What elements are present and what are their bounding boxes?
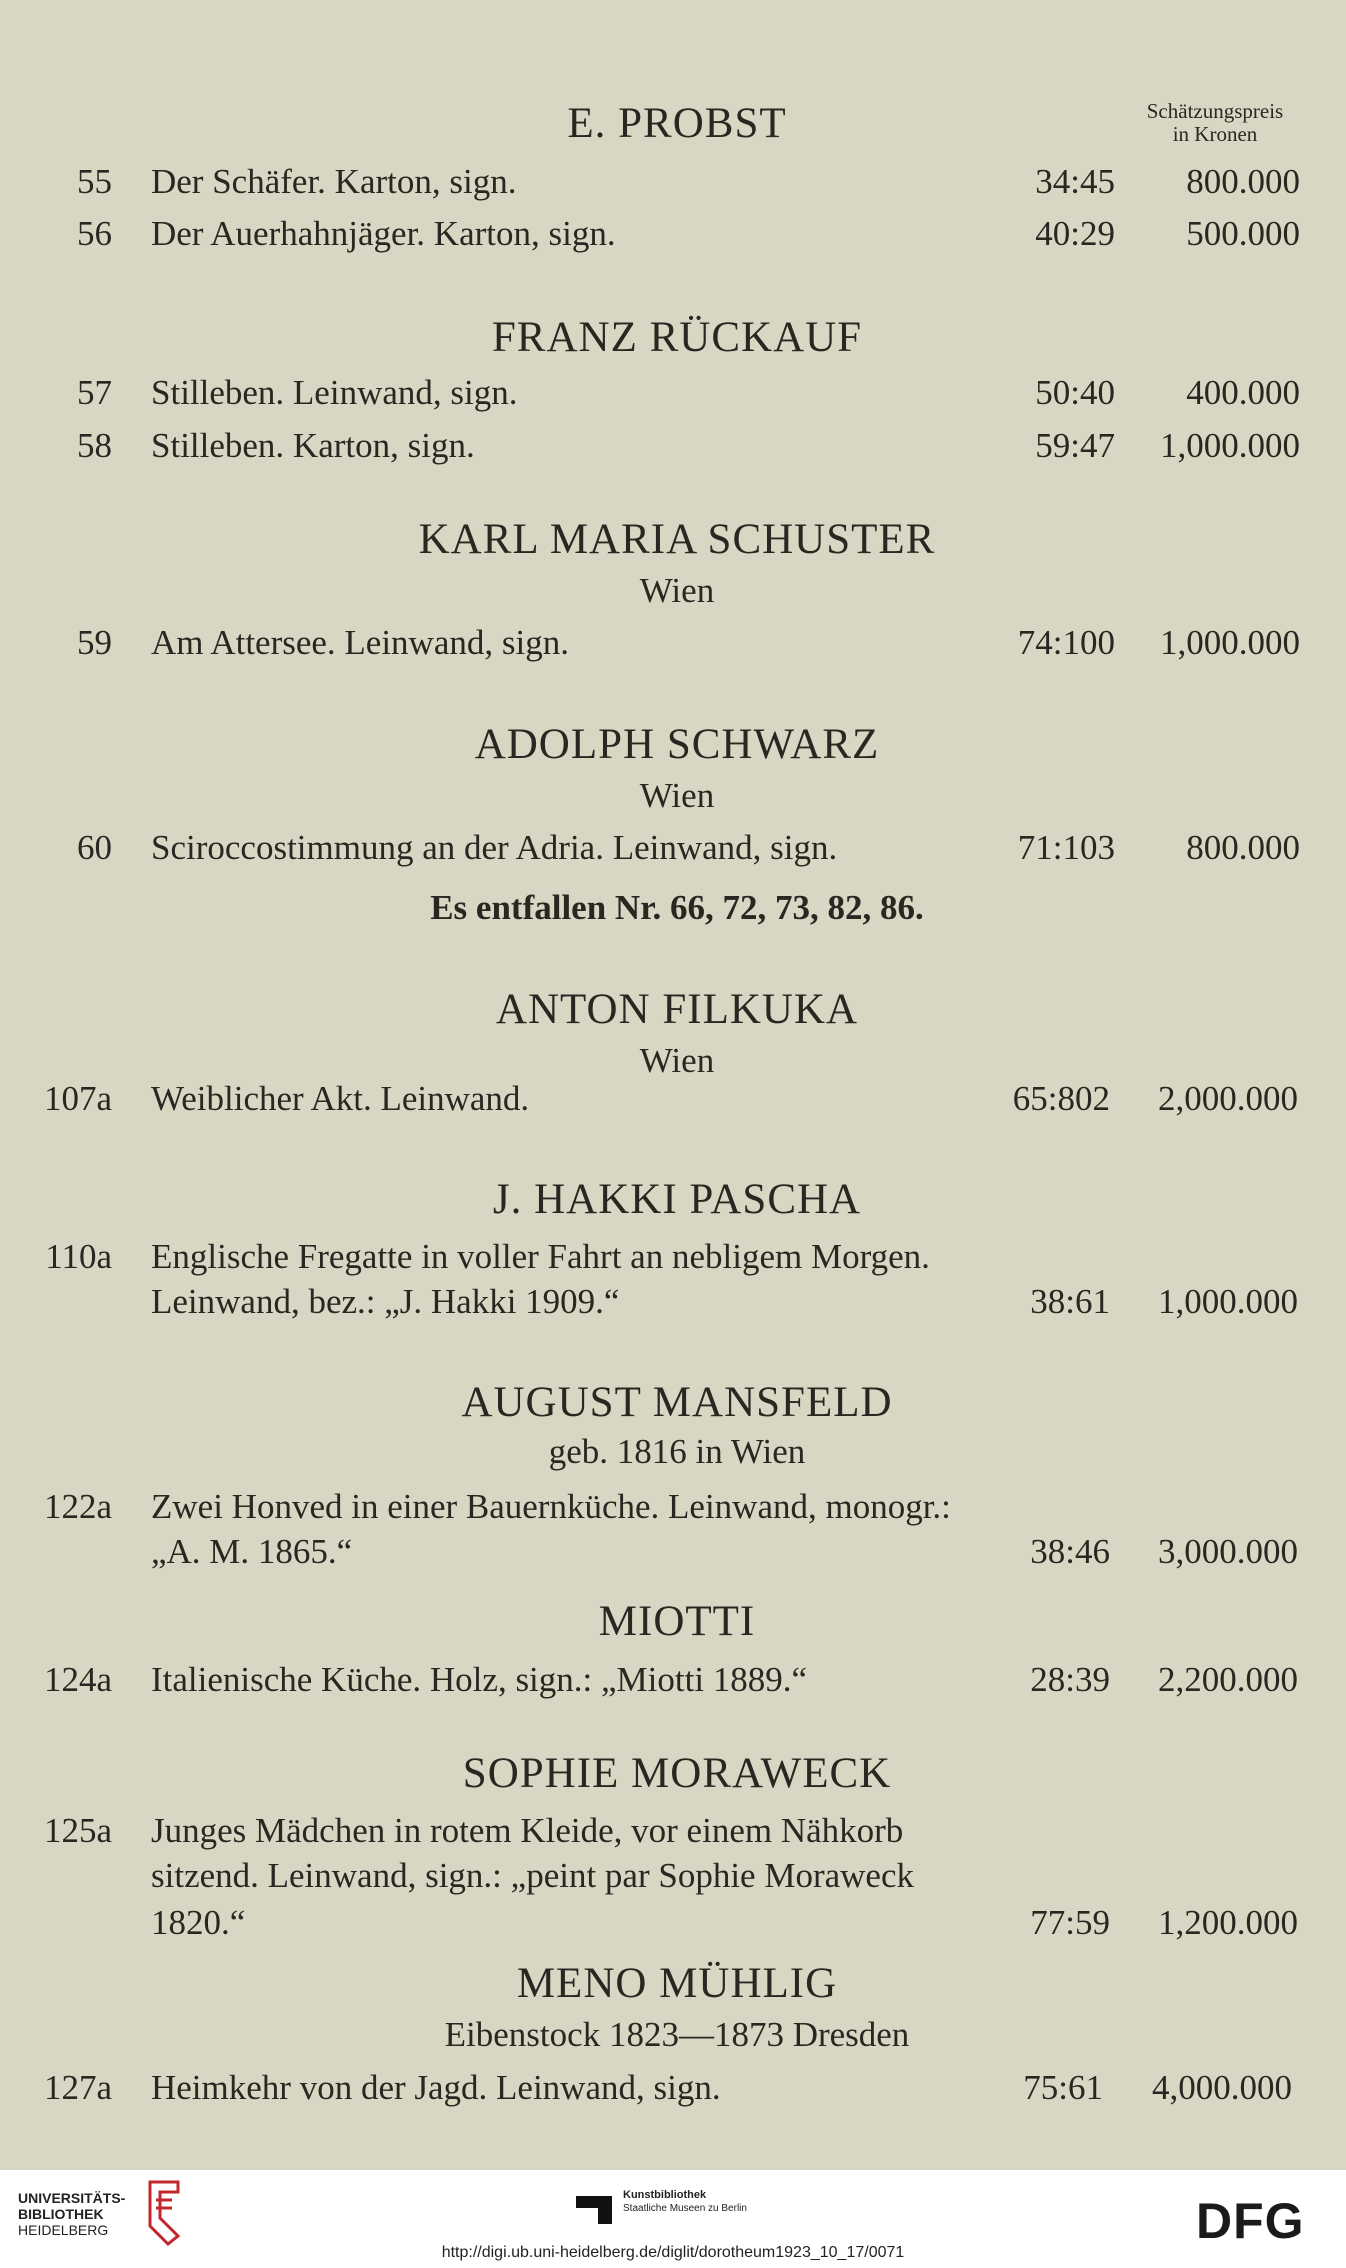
lot-description-line: „A. M. 1865.“ <box>151 1532 353 1571</box>
lot-description-line: Englische Fregatte in voller Fahrt an nebligem Morgen. <box>151 1237 930 1276</box>
lot-dimensions: 38:61 <box>1030 1282 1110 1321</box>
lot-description: Sciroccostimmung an der Adria. Leinwand, sign. <box>151 828 838 867</box>
artist-heading: MENO MÜHLIG <box>516 1960 838 2007</box>
lot-description: Der Auerhahnjäger. Karton, sign. <box>151 214 616 253</box>
lot-number: 59 <box>77 623 112 662</box>
library-name-line: HEIDELBERG <box>18 2222 109 2239</box>
lot-description-line: 1820.“ <box>151 1903 246 1942</box>
lot-description: Stilleben. Leinwand, sign. <box>151 373 518 412</box>
library-name-line: UNIVERSITÄTS- <box>18 2190 126 2206</box>
lot-price: 1,200.000 <box>1158 1903 1298 1942</box>
lot-price: 800.000 <box>1186 828 1300 867</box>
lot-price: 3,000.000 <box>1158 1532 1298 1571</box>
lot-price: 800.000 <box>1186 162 1300 201</box>
artist-heading: AUGUST MANSFELD <box>461 1379 893 1426</box>
library-emblem-icon <box>138 2178 188 2248</box>
lot-price: 1,000.000 <box>1160 623 1300 662</box>
artist-heading: J. HAKKI PASCHA <box>492 1176 862 1223</box>
lot-description: Stilleben. Karton, sign. <box>151 426 475 465</box>
lot-number: 56 <box>77 214 112 253</box>
lot-price: 2,000.000 <box>1158 1079 1298 1118</box>
lot-description: Am Attersee. Leinwand, sign. <box>151 623 569 662</box>
lot-price: 400.000 <box>1186 373 1300 412</box>
artist-heading: MIOTTI <box>598 1598 756 1645</box>
lot-price: 4,000.000 <box>1152 2068 1292 2107</box>
lot-description-line: sitzend. Leinwand, sign.: „peint par Sophie Moraweck <box>151 1856 914 1895</box>
lot-number: 55 <box>77 162 112 201</box>
lot-description-line: Leinwand, bez.: „J. Hakki 1909.“ <box>151 1282 620 1321</box>
lot-dimensions: 75:61 <box>1023 2068 1103 2107</box>
viewer-footer <box>0 2170 1346 2268</box>
artist-heading: KARL MARIA SCHUSTER <box>418 516 936 563</box>
lot-price: 1,000.000 <box>1158 1282 1298 1321</box>
university-library-logo[interactable] <box>18 2190 125 2238</box>
page-url[interactable]: http://digi.ub.uni-heidelberg.de/diglit/dorotheum1923_10_17/0071 <box>441 2244 905 2261</box>
artist-heading: ADOLPH SCHWARZ <box>474 721 880 768</box>
lot-description: Italienische Küche. Holz, sign.: „Miotti 1889.“ <box>151 1660 808 1699</box>
lot-price: 1,000.000 <box>1160 426 1300 465</box>
artist-heading: FRANZ RÜCKAUF <box>491 314 863 361</box>
lot-dimensions: 65:802 <box>1012 1079 1110 1118</box>
lot-dimensions: 38:46 <box>1030 1532 1110 1571</box>
lot-description-line: Zwei Honved in einer Bauernküche. Leinwand, monogr.: <box>151 1487 951 1526</box>
estimate-column-header <box>1120 100 1310 146</box>
lot-description: Heimkehr von der Jagd. Leinwand, sign. <box>151 2068 721 2107</box>
estimate-header-line: in Kronen <box>1172 122 1258 147</box>
artist-place: geb. 1816 in Wien <box>548 1432 806 1471</box>
lot-number: 58 <box>77 426 112 465</box>
lot-dimensions: 59:47 <box>1035 426 1115 465</box>
artist-heading: SOPHIE MORAWECK <box>462 1750 892 1797</box>
lot-number: 60 <box>77 828 112 867</box>
lot-dimensions: 71:103 <box>1017 828 1115 867</box>
artist-place: Eibenstock 1823—1873 Dresden <box>444 2015 910 2054</box>
lot-number: 127a <box>43 2068 112 2107</box>
lot-dimensions: 40:29 <box>1035 214 1115 253</box>
lot-description-line: Junges Mädchen in rotem Kleide, vor einem Nähkorb <box>151 1811 904 1850</box>
lot-description: Der Schäfer. Karton, sign. <box>151 162 517 201</box>
lot-dimensions: 28:39 <box>1030 1660 1110 1699</box>
library-name-line: BIBLIOTHEK <box>18 2206 104 2223</box>
kunstbibliothek-label <box>623 2188 747 2215</box>
lot-number: 124a <box>43 1660 112 1699</box>
artist-place: Wien <box>639 571 715 610</box>
lot-price: 2,200.000 <box>1158 1660 1298 1699</box>
kb-line: Kunstbibliothek <box>623 2189 707 2201</box>
kb-line: Staatliche Museen zu Berlin <box>623 2203 747 2215</box>
estimate-header-line: Schätzungspreis <box>1146 99 1284 123</box>
lot-number: 107a <box>43 1079 112 1118</box>
lot-dimensions: 34:45 <box>1035 162 1115 201</box>
artist-heading: E. PROBST <box>567 100 787 147</box>
lot-number: 57 <box>77 373 112 412</box>
lot-dimensions: 50:40 <box>1035 373 1115 412</box>
lot-number: 110a <box>45 1237 112 1276</box>
artist-heading: ANTON FILKUKA <box>495 986 859 1033</box>
lot-dimensions: 77:59 <box>1030 1903 1110 1942</box>
artist-place: Wien <box>639 776 715 815</box>
lot-dimensions: 74:100 <box>1017 623 1115 662</box>
kunstbibliothek-logo-icon[interactable] <box>574 2190 614 2226</box>
lot-price: 500.000 <box>1186 214 1300 253</box>
artist-place: Wien <box>639 1041 715 1080</box>
lot-description: Weiblicher Akt. Leinwand. <box>151 1079 530 1118</box>
dfg-logo[interactable]: DFG <box>1196 2193 1305 2249</box>
omitted-lots-note: Es entfallen Nr. 66, 72, 73, 82, 86. <box>430 888 924 927</box>
lot-number: 122a <box>43 1487 112 1526</box>
lot-number: 125a <box>43 1811 112 1850</box>
